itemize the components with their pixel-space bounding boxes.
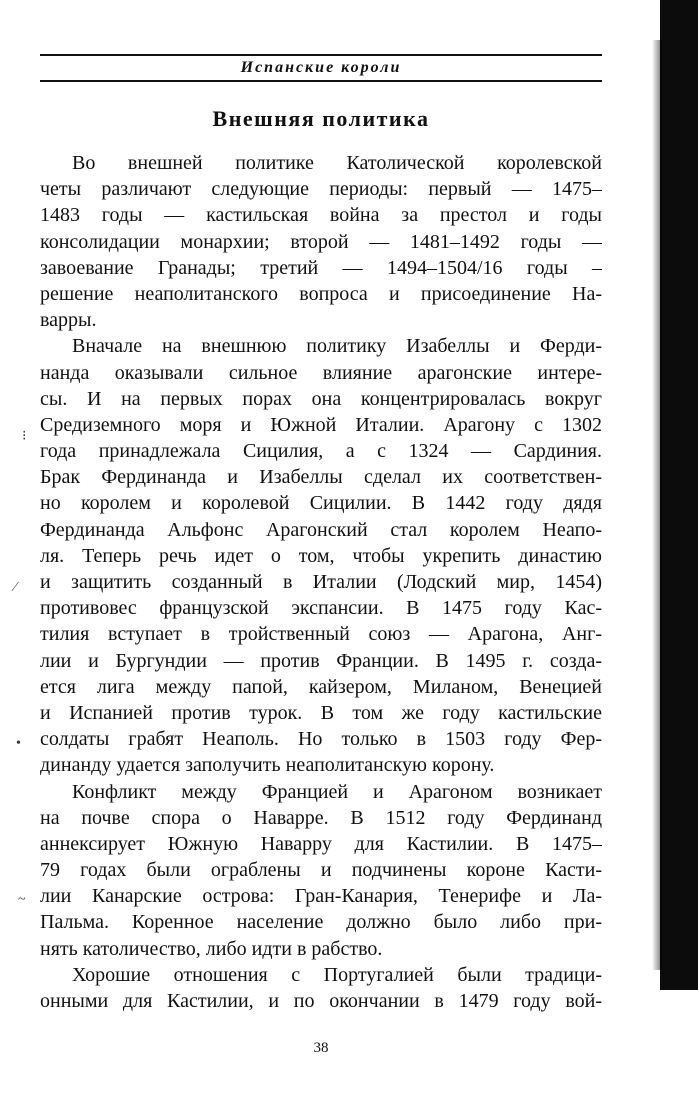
margin-mark: ⁄ — [14, 580, 17, 595]
text-line: динанду удается заполучить неаполитанскую корону. — [40, 754, 495, 777]
text-line: 79 годах были ограблены и подчинены короне Касти- — [40, 859, 602, 882]
text-line: варры. — [40, 309, 97, 332]
book-spine-shadow — [660, 0, 698, 990]
text-line: консолидации монархии; второй — 1481–1492 годы — — [40, 230, 602, 253]
text-line: но королем и королевой Сицилии. В 1442 году дядя — [40, 492, 602, 515]
text-line: года принадлежала Сицилия, а с 1324 — Сардиния. — [40, 440, 602, 463]
text-line: Во внешней политике Католической королевской — [72, 152, 602, 174]
text-line: лии Канарские острова: Гран-Канария, Тенерифе и Ла- — [40, 885, 602, 908]
running-head: Испанские короли — [40, 54, 602, 82]
text-line: Хорошие отношения с Португалией были традици- — [72, 963, 602, 986]
margin-mark: ⁝ — [22, 429, 27, 444]
text-line: Фердинанда Альфонс Арагонский стал королем Неапо- — [40, 518, 602, 541]
text-line: лии и Бургундии — против Франции. В 1495 г. созда- — [40, 649, 602, 672]
text-line: Конфликт между Францией и Арагоном возникает — [72, 780, 602, 803]
text-line: нанда оказывали сильное влияние арагонские интере- — [40, 361, 602, 384]
text-line: нять католичество, либо идти в рабство. — [40, 937, 383, 960]
text-line: на почве спора о Наварре. В 1512 году Фердинанд — [40, 806, 602, 829]
margin-mark: ~ — [18, 892, 26, 907]
text-line: и защитить созданный в Италии (Лодский мир, 1454) — [40, 571, 602, 593]
spine-gradient — [652, 40, 662, 970]
text-line: сы. И на первых порах она концентрировалась вокруг — [40, 387, 602, 410]
margin-mark: • — [16, 736, 21, 751]
text-line: тилия вступает в тройственный союз — Арагона, Анг- — [40, 623, 602, 646]
body-text — [40, 150, 602, 1014]
text-line: ля. Теперь речь идет о том, чтобы укрепить династию — [40, 544, 602, 567]
text-line: и Испанией против турок. В том же году кастильские — [40, 701, 602, 724]
text-line: решение неаполитанского вопроса и присоединение На- — [40, 282, 602, 305]
text-line: аннексирует Южную Наварру для Кастилии. В 1475– — [40, 832, 602, 855]
text-line: Средиземного моря и Южной Италии. Арагону с 1302 — [40, 413, 602, 436]
page-number: 38 — [313, 1040, 329, 1056]
text-line: четы различают следующие периоды: первый — 1475– — [40, 178, 602, 201]
text-line: Вначале на внешнюю политику Изабеллы и Ферди- — [72, 335, 602, 358]
text-line: 1483 годы — кастильская война за престол и годы — [40, 204, 602, 227]
text-line: Пальма. Коренное население должно было либо при- — [40, 911, 602, 934]
text-line: завоевание Гранады; третий — 1494–1504/16 годы – — [40, 256, 602, 279]
text-line: противовес французской экспансии. В 1475 году Кас- — [40, 597, 602, 620]
text-line: солдаты грабят Неаполь. Но только в 1503 году Фер- — [40, 728, 602, 751]
text-line: Брак Фердинанда и Изабеллы сделал их соответствен- — [40, 466, 602, 489]
text-line: онными для Кастилии, и по окончании в 1479 году вой- — [40, 990, 602, 1012]
section-title: Внешняя политика — [212, 106, 430, 131]
text-line: ется лига между папой, кайзером, Миланом, Венецией — [40, 675, 602, 698]
